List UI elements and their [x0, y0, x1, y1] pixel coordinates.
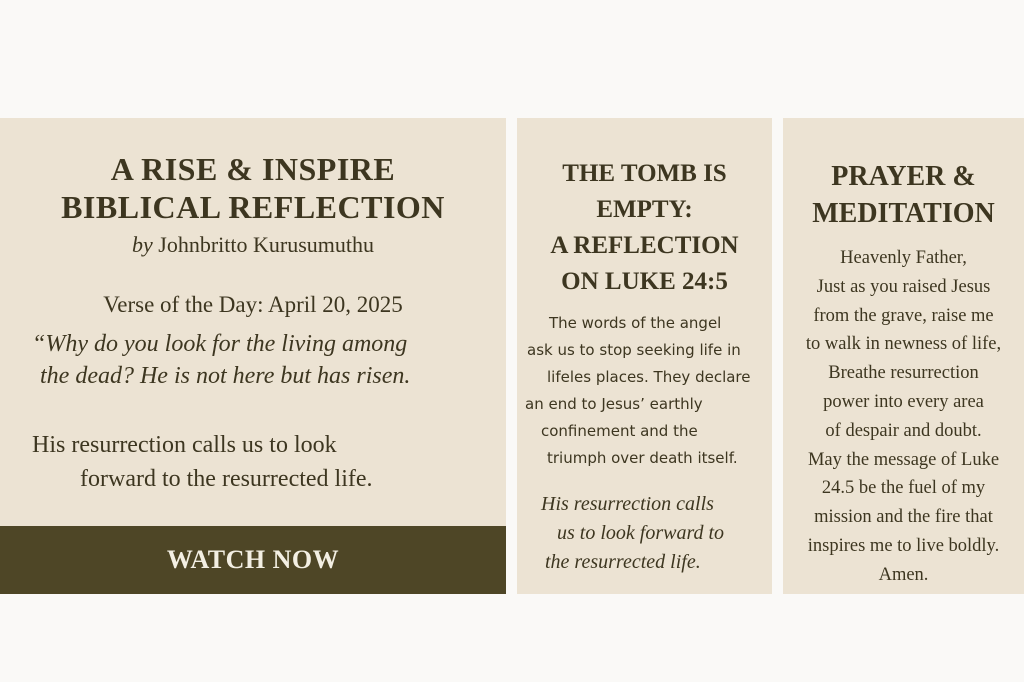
tomb-body-line: The words of the angel — [549, 314, 722, 332]
reflection-summary-line: forward to the resurrected life. — [80, 466, 373, 492]
prayer-line: from the grave, raise me — [813, 305, 994, 326]
tomb-body-line: confinement and the — [541, 422, 698, 440]
reflection-title-line: A RISE & INSPIRE — [110, 151, 396, 187]
reflection-title-line: BIBLICAL REFLECTION — [61, 189, 445, 225]
author-byline — [0, 232, 506, 258]
prayer-line: May the message of Luke — [807, 449, 1000, 470]
reflection-card — [0, 118, 506, 594]
prayer-line: Breathe resurrection — [828, 363, 979, 384]
tomb-title-line: EMPTY: — [596, 196, 693, 223]
prayer-text — [783, 244, 1024, 590]
watch-now-button[interactable]: WATCH NOW — [0, 526, 506, 594]
tomb-body-line: an end to Jesus’ earthly — [525, 395, 703, 413]
tomb-title-line: THE TOMB IS — [562, 160, 727, 187]
tomb-closing-line: us to look forward to — [557, 522, 725, 544]
prayer-title-line: MEDITATION — [812, 198, 995, 229]
by-label: by — [132, 232, 153, 257]
tomb-body — [525, 310, 765, 472]
verse-quote-line: the dead? He is not here but has risen. — [40, 363, 411, 389]
prayer-line: 24.5 be the fuel of my — [821, 478, 986, 499]
reflection-title — [0, 150, 506, 226]
tomb-closing — [525, 490, 765, 577]
author-name: Johnbritto Kurusumuthu — [158, 232, 374, 257]
prayer-title — [783, 158, 1024, 232]
prayer-card — [783, 118, 1024, 594]
prayer-line: power into every area — [823, 391, 984, 412]
tomb-body-line: triumph over death itself. — [547, 449, 738, 467]
prayer-line: mission and the fire that — [814, 507, 993, 528]
tomb-title-line: A REFLECTION — [550, 232, 739, 259]
prayer-line: Heavenly Father, — [840, 248, 967, 268]
tomb-body-line: lifeles places. They declare — [547, 368, 751, 386]
reflection-summary — [32, 428, 492, 496]
prayer-title-line: PRAYER & — [831, 161, 976, 192]
tomb-closing-line: His resurrection calls — [541, 493, 714, 515]
tomb-title-line: ON LUKE 24:5 — [561, 268, 728, 295]
prayer-line: of despair and doubt. — [825, 420, 982, 441]
tomb-body-line: ask us to stop seeking life in — [527, 341, 741, 359]
verse-quote-line: “Why do you look for the living among — [32, 331, 408, 357]
tomb-title — [517, 156, 772, 300]
prayer-line: Just as you raised Jesus — [816, 276, 991, 297]
tomb-closing-line: the resurrected life. — [545, 551, 701, 573]
prayer-line: inspires me to live boldly. — [807, 535, 1000, 556]
verse-date: Verse of the Day: April 20, 2025 — [103, 292, 403, 317]
prayer-line: to walk in newness of life, — [805, 334, 1002, 355]
verse-quote — [32, 328, 472, 392]
tomb-card — [517, 118, 772, 594]
reflection-summary-line: His resurrection calls us to look — [32, 432, 337, 458]
prayer-line: Amen. — [878, 564, 929, 585]
